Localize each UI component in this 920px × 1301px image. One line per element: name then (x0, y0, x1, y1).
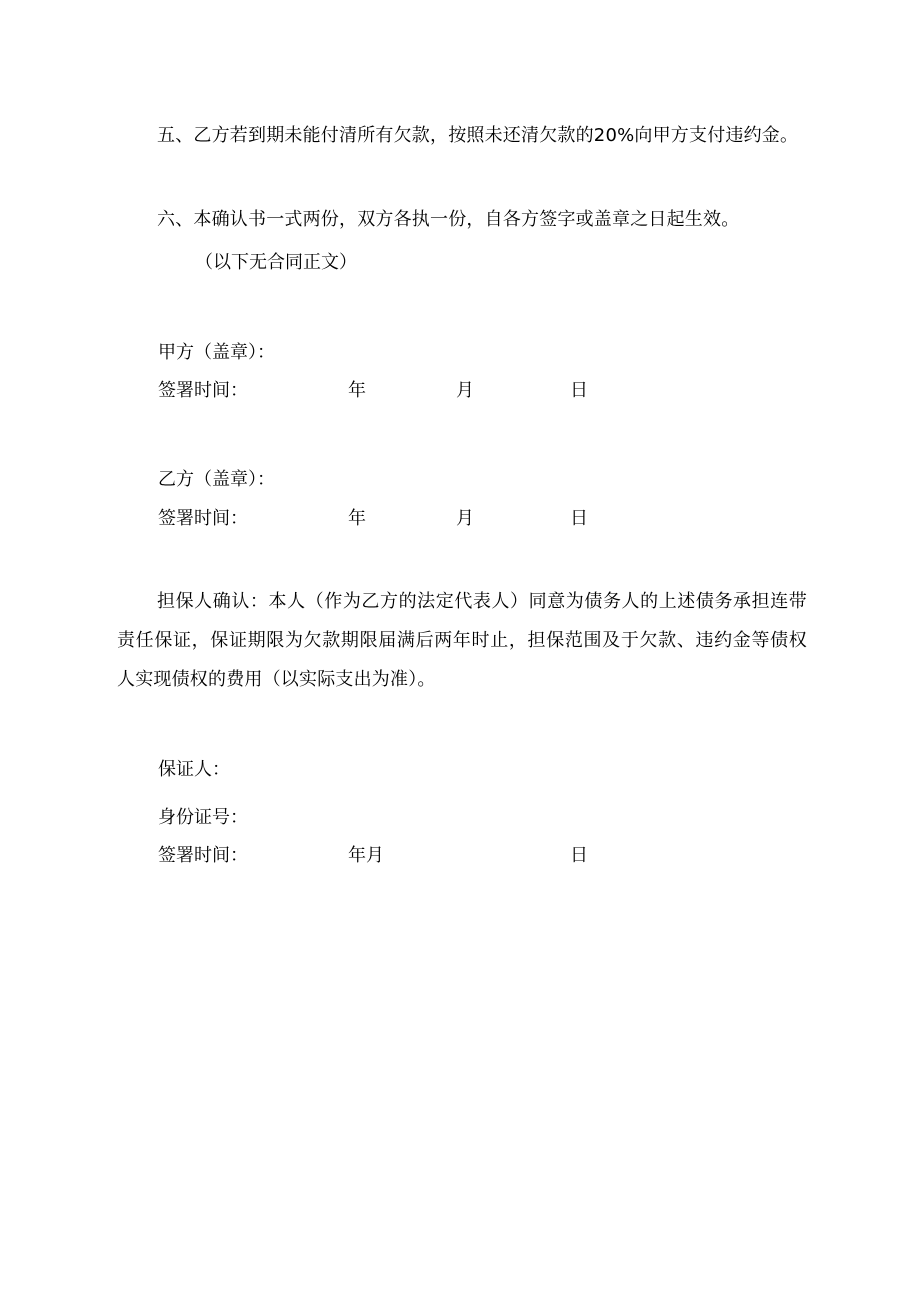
party-a-label: 甲方（盖章）： (158, 342, 275, 363)
party-a-day: 日 (570, 380, 588, 401)
party-b-sign-time-row (158, 506, 678, 532)
guarantor-id-label: 身份证号： (158, 807, 248, 828)
party-b-year: 年 (348, 508, 366, 529)
end-note: （以下无合同正文） (195, 252, 357, 273)
party-a-sign-time-label: 签署时间： (158, 380, 248, 401)
guarantor-label: 保证人： (158, 759, 230, 780)
guarantor-year-month: 年月 (348, 845, 384, 866)
clause-6: 六、本确认书一式两份，双方各执一份，自各方签字或盖章之日起生效。 (157, 209, 740, 230)
party-b-sign-time-label: 签署时间： (158, 508, 248, 529)
party-b-label: 乙方（盖章）： (158, 469, 275, 490)
guarantee-statement: 担保人确认：本人（作为乙方的法定代表人）同意为债务人的上述债务承担连带责任保证，保证期限为欠款期限届满后两年时止，担保范围及于欠款、违约金等债权人实现债权的费用（以实际支出为准）。 (117, 591, 807, 690)
party-a-month: 月 (456, 380, 474, 401)
guarantor-sign-time-label: 签署时间： (158, 845, 248, 866)
party-b-day: 日 (570, 508, 588, 529)
party-b-month: 月 (456, 508, 474, 529)
party-a-year: 年 (348, 380, 366, 401)
guarantor-sign-time-row (158, 843, 678, 869)
clause-5: 五、乙方若到期未能付清所有欠款，按照未还清欠款的20%向甲方支付违约金。 (157, 125, 799, 146)
guarantor-day: 日 (570, 845, 588, 866)
party-a-sign-time-row (158, 378, 678, 404)
